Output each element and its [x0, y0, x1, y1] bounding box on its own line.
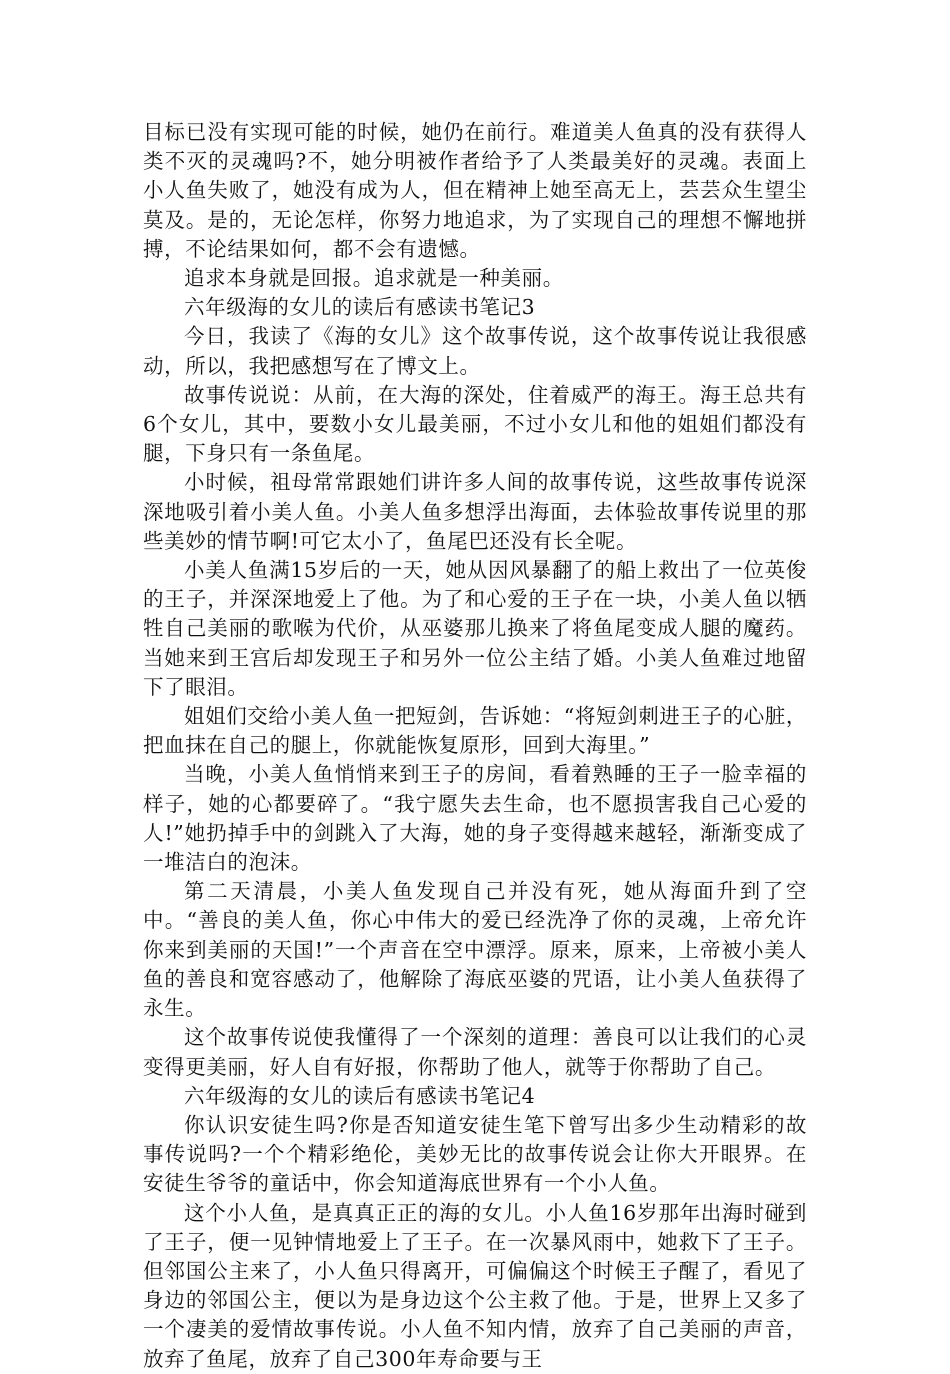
document-page: [143, 118, 807, 1374]
paragraph: 这个故事传说使我懂得了一个深刻的道理：善良可以让我们的心灵变得更美丽，好人自有好报，你帮助了他人，就等于你帮助了自己。: [143, 1025, 807, 1079]
paragraph: 这个小人鱼，是真真正正的海的女儿。小人鱼16岁那年出海时碰到了王子，便一见钟情地爱上了王子。在一次暴风雨中，她救下了王子。但邻国公主来了，小人鱼只得离开，可偏偏这个时候王子醒了，看见了身边的邻国公主，便以为是身边这个公主救了他。于是，世界上又多了一个凄美的爱情故事传说。小人鱼不知内情，放弃了自己美丽的声音，放弃了鱼尾，放弃了自己300年寿命要与王: [143, 1200, 807, 1371]
paragraph-continuation: 目标已没有实现可能的时候，她仍在前行。难道美人鱼真的没有获得人类不灭的灵魂吗?不，她分明被作者给予了人类最美好的灵魂。表面上小人鱼失败了，她没有成为人，但在精神上她至高无上，芸芸众生望尘莫及。是的，无论怎样，你努力地追求，为了实现自己的理想不懈地拼搏，不论结果如何，都不会有遗憾。: [143, 120, 807, 261]
paragraph: 追求本身就是回报。追求就是一种美丽。: [184, 266, 564, 291]
paragraph: 你认识安徒生吗?你是否知道安徒生笔下曾写出多少生动精彩的故事传说吗?一个个精彩绝伦，美妙无比的故事传说会让你大开眼界。在安徒生爷爷的童话中，你会知道海底世界有一个小人鱼。: [143, 1112, 807, 1196]
paragraph: 故事传说说：从前，在大海的深处，住着威严的海王。海王总共有6个女儿，其中，要数小女儿最美丽，不过小女儿和他的姐姐们都没有腿，下身只有一条鱼尾。: [143, 382, 807, 466]
section-heading: 六年级海的女儿的读后有感读书笔记3: [184, 295, 536, 320]
paragraph: 小美人鱼满15岁后的一天，她从因风暴翻了的船上救出了一位英俊的王子，并深深地爱上了他。为了和心爱的王子在一块，小美人鱼以牺牲自己美丽的歌喉为代价，从巫婆那儿换来了将鱼尾变成人腿的魔药。当她来到王宫后却发现王子和另外一位公主结了婚。小美人鱼难过地留下了眼泪。: [143, 558, 807, 699]
paragraph: 当晚，小美人鱼悄悄来到王子的房间，看着熟睡的王子一脸幸福的样子，她的心都要碎了。“我宁愿失去生命，也不愿损害我自己心爱的人!”她扔掉手中的剑跳入了大海，她的身子变得越来越轻，渐渐变成了一堆洁白的泡沫。: [143, 762, 807, 875]
paragraph: 第二天清晨，小美人鱼发现自己并没有死，她从海面升到了空中。“善良的美人鱼，你心中伟大的爱已经洗净了你的灵魂，上帝允许你来到美丽的天国!”一个声音在空中漂浮。原来，原来，上帝被小美人鱼的善良和宽容感动了，他解除了海底巫婆的咒语，让小美人鱼获得了永生。: [143, 879, 807, 1021]
paragraph: 今日，我读了《海的女儿》这个故事传说，这个故事传说让我很感动，所以，我把感想写在了博文上。: [143, 324, 807, 378]
section-heading: 六年级海的女儿的读后有感读书笔记4: [184, 1083, 536, 1108]
paragraph: 小时候，祖母常常跟她们讲许多人间的故事传说，这些故事传说深深地吸引着小美人鱼。小美人鱼多想浮出海面，去体验故事传说里的那些美妙的情节啊!可它太小了，鱼尾巴还没有长全呢。: [143, 470, 807, 553]
paragraph: 姐姐们交给小美人鱼一把短剑，告诉她：“将短剑刺进王子的心脏，把血抹在自己的腿上，你就能恢复原形，回到大海里。”: [143, 704, 807, 758]
